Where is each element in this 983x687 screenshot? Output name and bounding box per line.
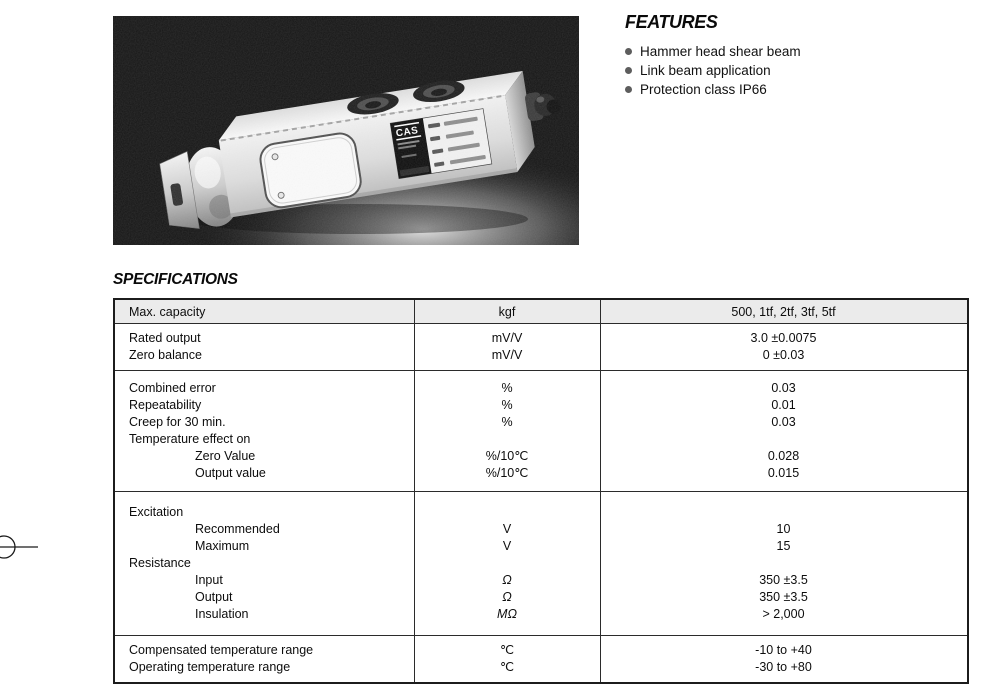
features-section [625, 12, 970, 99]
registration-mark [0, 524, 42, 570]
specifications-table [113, 298, 969, 684]
spec-unit-cell: MΩ [497, 607, 517, 621]
spec-row [115, 431, 967, 448]
spec-label-cell: Output [195, 590, 233, 604]
spec-label-cell: Combined error [129, 381, 216, 395]
spec-value-cell: 0.01 [771, 398, 796, 412]
spec-label-cell: Insulation [195, 607, 249, 621]
spec-label-cell: Resistance [129, 556, 191, 570]
spec-value-cell: 3.0 ±0.0075 [750, 331, 817, 345]
spec-unit-cell [414, 555, 600, 572]
spec-row [115, 465, 967, 482]
spec-unit-cell [414, 504, 600, 521]
spec-group [115, 324, 967, 370]
spec-label-cell: Creep for 30 min. [129, 415, 226, 429]
spec-row [115, 504, 967, 521]
spec-value-cell: 15 [776, 539, 791, 553]
spec-label-cell: Max. capacity [129, 304, 206, 319]
spec-unit-cell [414, 431, 600, 448]
spec-value-cell: 500, 1tf, 2tf, 3tf, 5tf [731, 304, 836, 319]
spec-label-cell: Temperature effect on [129, 432, 251, 446]
bullet-icon [625, 48, 632, 55]
table-column-divider [600, 300, 601, 682]
spec-unit-cell: mV/V [491, 348, 523, 362]
spec-value-cell [600, 555, 967, 572]
spec-value-cell: 10 [776, 522, 791, 536]
spec-unit-cell: V [502, 522, 512, 536]
feature-label: Hammer head shear beam [640, 44, 801, 59]
spec-value-cell: -10 to +40 [755, 643, 812, 657]
spec-row [115, 589, 967, 606]
load-cell-photo [113, 16, 579, 245]
spec-label-cell: Rated output [129, 331, 201, 345]
spec-value-cell: 0.03 [771, 415, 796, 429]
spec-label-cell: Input [195, 573, 223, 587]
spec-unit-cell: % [501, 415, 513, 429]
spec-label-cell: Repeatability [129, 398, 202, 412]
spec-row [115, 572, 967, 589]
features-list [625, 42, 970, 99]
spec-row [115, 397, 967, 414]
spec-label-cell: Output value [195, 466, 266, 480]
spec-group [115, 635, 967, 682]
spec-row [115, 659, 967, 676]
spec-label-cell: Compensated temperature range [129, 643, 314, 657]
spec-label-cell: Zero balance [129, 348, 202, 362]
spec-value-cell: 0.015 [767, 466, 800, 480]
table-column-divider [414, 300, 415, 682]
spec-row [115, 521, 967, 538]
product-photo [113, 16, 579, 245]
spec-unit-cell: %/10℃ [485, 466, 529, 480]
spec-value-cell: 350 ±3.5 [759, 573, 808, 587]
spec-row [115, 448, 967, 465]
spec-value-cell [600, 431, 967, 448]
spec-label-cell: Excitation [129, 505, 184, 519]
bullet-icon [625, 67, 632, 74]
spec-group [115, 370, 967, 491]
feature-item [625, 61, 970, 80]
spec-value-cell: 0.03 [771, 381, 796, 395]
spec-group [115, 491, 967, 635]
bullet-icon [625, 86, 632, 93]
spec-row [115, 642, 967, 659]
spec-value-cell: > 2,000 [762, 607, 805, 621]
spec-unit-cell: V [502, 539, 512, 553]
spec-label-cell: Zero Value [195, 449, 256, 463]
spec-row [115, 380, 967, 397]
spec-unit-cell: % [501, 398, 513, 412]
spec-unit-cell: kgf [498, 304, 516, 319]
feature-label: Protection class IP66 [640, 82, 767, 97]
spec-unit-cell: Ω [502, 590, 512, 604]
features-title: FEATURES [625, 12, 718, 32]
spec-value-cell: -30 to +80 [755, 660, 812, 674]
spec-value-cell: 0 ±0.03 [762, 348, 805, 362]
feature-label: Link beam application [640, 63, 771, 78]
specifications-title: SPECIFICATIONS [113, 271, 238, 288]
spec-unit-cell: Ω [502, 573, 512, 587]
spec-label-cell: Recommended [195, 522, 280, 536]
spec-label-cell: Operating temperature range [129, 660, 291, 674]
spec-unit-cell: % [501, 381, 513, 395]
spec-row [115, 606, 967, 623]
spec-row [115, 330, 967, 347]
spec-value-cell: 350 ±3.5 [759, 590, 808, 604]
spec-label-cell: Maximum [195, 539, 250, 553]
spec-unit-cell: ℃ [499, 643, 515, 657]
spec-unit-cell: mV/V [491, 331, 523, 345]
spec-value-cell: 0.028 [767, 449, 800, 463]
spec-row [115, 555, 967, 572]
feature-item [625, 42, 970, 61]
spec-header-row [115, 300, 967, 324]
spec-row [115, 347, 967, 364]
spec-value-cell [600, 504, 967, 521]
spec-row [115, 538, 967, 555]
feature-item [625, 80, 970, 99]
spec-unit-cell: ℃ [499, 660, 515, 674]
spec-unit-cell: %/10℃ [485, 449, 529, 463]
spec-row [115, 414, 967, 431]
